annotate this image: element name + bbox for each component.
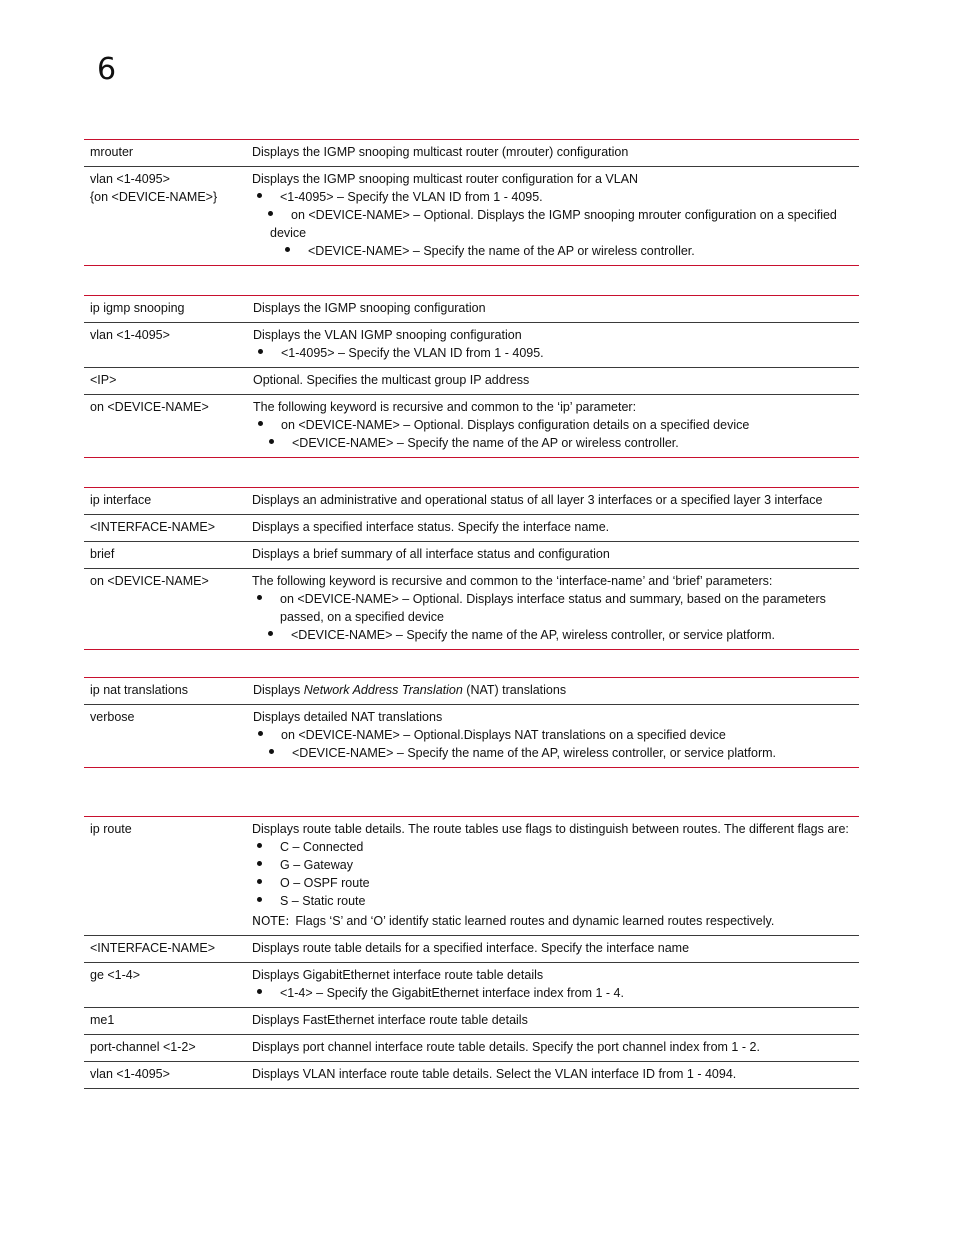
description-text: Displays the IGMP snooping multicast router configuration for a VLAN [252, 172, 639, 186]
table-row [84, 394, 859, 457]
param-name: vlan <1-4095> [90, 328, 170, 342]
param-description: Displays FastEthernet interface route table details [252, 1013, 528, 1027]
param-name: <IP> [90, 373, 117, 387]
param-description: Displays the IGMP snooping multicast router (mrouter) configuration [252, 145, 629, 159]
param-description: Optional. Specifies the multicast group IP address [253, 373, 530, 387]
note-text: Flags ‘S’ and ‘O’ identify static learned routes and dynamic learned routes respectively. [295, 914, 775, 928]
bullet-item: <1-4095> – Specify the VLAN ID from 1 - 4095. [253, 344, 851, 362]
bullet-item: <1-4095> – Specify the VLAN ID from 1 - 4095. [252, 188, 851, 206]
param-name: <INTERFACE-NAME> [90, 520, 216, 534]
bullet-item: on <DEVICE-NAME> – Optional. Displays configuration details on a specified device [253, 416, 851, 434]
param-description [252, 572, 859, 644]
param-description: Displays route table details for a specified interface. Specify the interface name [252, 941, 690, 955]
table-row [84, 296, 859, 322]
table-row [84, 1007, 859, 1034]
table-row [84, 367, 859, 394]
table-row [84, 935, 859, 962]
chapter-number: 6 [97, 52, 117, 87]
igmp-snooping-params-table [84, 295, 859, 458]
table-row [84, 488, 859, 514]
bullet-item: on <DEVICE-NAME> – Optional.Displays NAT translations on a specified device [253, 726, 851, 744]
ip-route-params-table [84, 816, 859, 1089]
description-text: The following keyword is recursive and common to the ‘interface-name’ and ‘brief’ parameters: [252, 574, 773, 588]
param-name: ip igmp snooping [90, 301, 185, 315]
nat-translations-params-table [84, 677, 859, 768]
mrouter-params-table [84, 139, 859, 266]
param-description: Displays port channel interface route table details. Specify the port channel index from 1 - 2. [252, 1040, 760, 1054]
table-row [84, 704, 859, 767]
param-name-line: vlan <1-4095> [90, 172, 170, 186]
description-text: Displays detailed NAT translations [253, 710, 443, 724]
param-name: ip interface [90, 493, 152, 507]
bullet-item: on <DEVICE-NAME> – Optional. Displays the IGMP snooping mrouter configuration on a specified device [252, 206, 851, 242]
table-row [84, 962, 859, 1007]
param-name: vlan <1-4095> [90, 1067, 170, 1081]
flag-item: S – Static route [252, 892, 851, 910]
table-row [84, 1061, 859, 1088]
note [252, 912, 851, 930]
flag-item: O – OSPF route [252, 874, 851, 892]
flag-item: G – Gateway [252, 856, 851, 874]
table-row [84, 1034, 859, 1061]
table-row [84, 541, 859, 568]
param-name: ip route [90, 822, 132, 836]
bullet-item: <1-4> – Specify the GigabitEthernet interface index from 1 - 4. [252, 984, 851, 1002]
flag-item: C – Connected [252, 838, 851, 856]
param-description: Displays VLAN interface route table details. Select the VLAN interface ID from 1 - 4094. [252, 1067, 737, 1081]
param-name: on <DEVICE-NAME> [90, 400, 209, 414]
param-description [252, 708, 859, 762]
param-name-line: {on <DEVICE-NAME>} [90, 190, 218, 204]
param-description: Displays the IGMP snooping configuration [253, 301, 486, 315]
table-row [84, 817, 859, 935]
bullet-item: on <DEVICE-NAME> – Optional. Displays interface status and summary, based on the parameters passed, on a specified device [252, 590, 851, 626]
description-text: (NAT) translations [462, 683, 567, 697]
param-name: brief [90, 547, 115, 561]
description-text: Displays GigabitEthernet interface route table details [252, 968, 544, 982]
param-name: ge <1-4> [90, 968, 141, 982]
param-description [252, 398, 859, 452]
bullet-item: <DEVICE-NAME> – Specify the name of the AP, wireless controller, or service platform. [253, 744, 851, 762]
description-text: Displays [253, 683, 304, 697]
param-name: <INTERFACE-NAME> [90, 941, 216, 955]
table-row [84, 514, 859, 541]
bullet-item: <DEVICE-NAME> – Specify the name of the AP or wireless controller. [253, 434, 851, 452]
description-text: The following keyword is recursive and common to the ‘ip’ parameter: [253, 400, 637, 414]
description-text: Displays route table details. The route tables use flags to distinguish between routes. The different flags are: [252, 822, 849, 836]
param-name: port-channel <1-2> [90, 1040, 196, 1054]
emphasized-term: Network Address Translation [303, 683, 463, 697]
param-name: on <DEVICE-NAME> [90, 574, 209, 588]
note-label: NOTE: [252, 914, 290, 928]
table-row [84, 678, 859, 704]
param-description [252, 820, 859, 930]
param-description: Displays a specified interface status. Specify the interface name. [252, 520, 610, 534]
bullet-item: <DEVICE-NAME> – Specify the name of the AP or wireless controller. [252, 242, 851, 260]
param-description: Displays an administrative and operational status of all layer 3 interfaces or a specified layer 3 interface [252, 493, 823, 507]
param-description [252, 681, 859, 699]
table-row [84, 140, 859, 166]
param-name [84, 170, 252, 260]
ip-interface-params-table [84, 487, 859, 650]
param-name: mrouter [90, 145, 134, 159]
param-description [252, 170, 859, 260]
param-name: ip nat translations [90, 683, 188, 697]
table-row [84, 568, 859, 649]
description-text: Displays the VLAN IGMP snooping configuration [253, 328, 522, 342]
param-name: me1 [90, 1013, 115, 1027]
param-name: verbose [90, 710, 135, 724]
bullet-item: <DEVICE-NAME> – Specify the name of the AP, wireless controller, or service platform. [252, 626, 851, 644]
param-description: Displays a brief summary of all interface status and configuration [252, 547, 610, 561]
table-row [84, 166, 859, 265]
param-description [252, 966, 859, 1002]
table-row [84, 322, 859, 367]
param-description [252, 326, 859, 362]
